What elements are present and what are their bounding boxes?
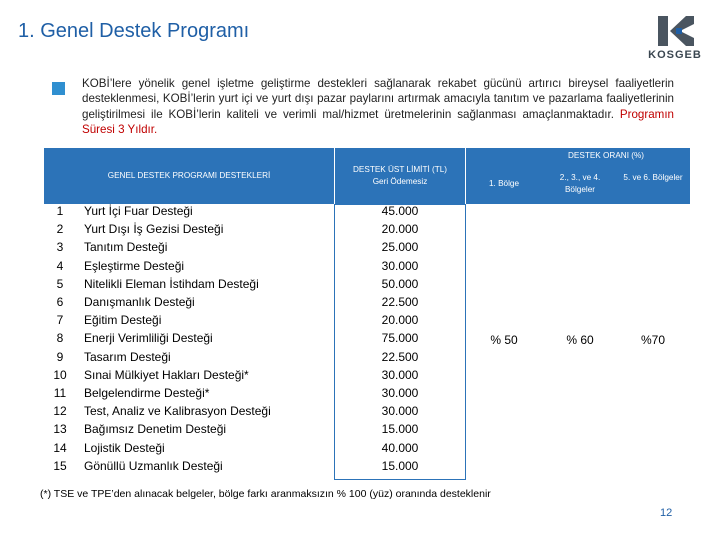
- header-limit-line1: DESTEK ÜST LİMİTİ (TL): [352, 165, 448, 174]
- table-row: [44, 295, 334, 313]
- table-row: [44, 368, 334, 386]
- table-row: [44, 204, 334, 222]
- limit-value: 25.000: [381, 240, 419, 255]
- row-name: Enerji Verimliliği Desteği: [84, 331, 213, 346]
- page-title: 1. Genel Destek Programı: [18, 20, 250, 42]
- table-row: [44, 259, 334, 277]
- limit-value: 22.500: [381, 349, 419, 364]
- header-programs-label: GENEL DESTEK PROGRAMI DESTEKLERİ: [107, 171, 271, 180]
- row-name: Yurt İçi Fuar Desteği: [84, 204, 193, 218]
- header-region23-line2: Bölgeler: [564, 185, 596, 194]
- footnote: (*) TSE ve TPE’den alınacak belgeler, bölge farkı aranmaksızın % 100 (yüz) oranında desteklenir: [40, 488, 491, 500]
- logo-text: KOSGEB: [648, 49, 702, 61]
- table-row: [44, 350, 334, 368]
- limits-column: [335, 204, 465, 478]
- table-row: [44, 386, 334, 404]
- row-number: 2: [56, 222, 64, 237]
- row-number: 4: [56, 258, 64, 273]
- limit-value: 22.500: [381, 295, 419, 309]
- table-row: [44, 240, 334, 258]
- header-limit-line2: Geri Ödemesiz: [372, 177, 428, 186]
- bullet-square: [52, 82, 65, 95]
- page-number: 12: [660, 507, 673, 519]
- row-number: 8: [56, 331, 64, 346]
- table-row: [44, 422, 334, 440]
- header-rates-label: DESTEK ORANI (%): [568, 151, 644, 160]
- rate-region56: %70: [640, 333, 666, 347]
- row-number: 5: [56, 276, 64, 291]
- header-rates: [466, 148, 690, 204]
- limit-value: 40.000: [381, 440, 419, 455]
- row-name: Nitelikli Eleman İstihdam Desteği: [84, 276, 259, 291]
- header-limit: [335, 148, 465, 204]
- row-number: 7: [56, 313, 64, 328]
- row-name: Gönüllü Uzmanlık Desteği: [84, 458, 223, 473]
- row-name: Danışmanlık Desteği: [84, 295, 195, 309]
- header-region23-line1: 2., 3., ve 4.: [559, 173, 601, 182]
- limit-value: 30.000: [381, 258, 419, 273]
- limit-value: 30.000: [381, 367, 419, 382]
- row-number: 6: [56, 295, 64, 309]
- table-row: [44, 313, 334, 331]
- row-number: 11: [53, 386, 67, 400]
- row-number: 9: [56, 349, 64, 364]
- rate-region23: % 60: [566, 333, 594, 347]
- table-row: [44, 277, 334, 295]
- row-name: Eşleştirme Desteği: [84, 258, 185, 273]
- limit-value: 75.000: [381, 331, 419, 346]
- kosgeb-logo: [644, 14, 706, 66]
- row-number: 12: [53, 404, 67, 419]
- table-row: [44, 331, 334, 349]
- row-number: 13: [53, 422, 67, 437]
- header-region56: 5. ve 6. Bölgeler: [623, 173, 683, 182]
- limit-value: 15.000: [381, 458, 419, 473]
- row-number: 10: [53, 367, 67, 382]
- table-row: [44, 459, 334, 477]
- header-region1: 1. Bölge: [488, 179, 520, 188]
- table-row: [44, 441, 334, 459]
- row-name: Belgelendirme Desteği*: [84, 386, 210, 400]
- limit-value: 50.000: [381, 276, 419, 291]
- row-name: Sınai Mülkiyet Hakları Desteği*: [84, 367, 249, 382]
- row-number: 1: [56, 204, 64, 218]
- row-number: 3: [56, 240, 64, 255]
- limit-value: 15.000: [381, 422, 419, 437]
- row-name: Eğitim Desteği: [84, 313, 162, 328]
- row-number: 15: [53, 458, 67, 473]
- rate-region1: % 50: [490, 333, 518, 347]
- limit-value: 30.000: [381, 386, 419, 400]
- limit-value: 20.000: [381, 222, 419, 237]
- row-name: Tanıtım Desteği: [84, 240, 168, 255]
- row-name: Lojistik Desteği: [84, 440, 165, 455]
- kosgeb-logo-mark: [656, 14, 696, 48]
- row-name: Tasarım Desteği: [84, 349, 171, 364]
- intro-text: KOBİ’lere yönelik genel işletme geliştirme destekleri sağlanarak rekabet gücünü artırıcı bireysel faaliyetlerin desteklenmesi, KOBİ’lerin yurt içi ve yurt dışı pazar paylarını artırmak amacıyla tanıtım ve pazarlama faaliyetlerinin geliştirilmesi ile KOBİ’lerin kaliteli ve verimli mal/hizmet üretmelerinin sağlanması amaçlanmaktadır.: [82, 77, 674, 121]
- row-number: 14: [53, 440, 67, 455]
- program-list: [44, 204, 334, 478]
- intro-paragraph: [82, 76, 674, 138]
- limit-value: 45.000: [381, 204, 419, 218]
- program-duration: Programın Süresi 3 Yıldır.: [82, 107, 674, 137]
- limit-value: 30.000: [381, 404, 419, 419]
- row-name: Yurt Dışı İş Gezisi Desteği: [84, 222, 224, 237]
- limit-value: 20.000: [381, 313, 419, 328]
- row-name: Bağımsız Denetim Desteği: [84, 422, 227, 437]
- header-programs: [44, 148, 334, 204]
- row-name: Test, Analiz ve Kalibrasyon Desteği: [84, 404, 271, 419]
- table-row: [44, 404, 334, 422]
- table-row: [44, 222, 334, 240]
